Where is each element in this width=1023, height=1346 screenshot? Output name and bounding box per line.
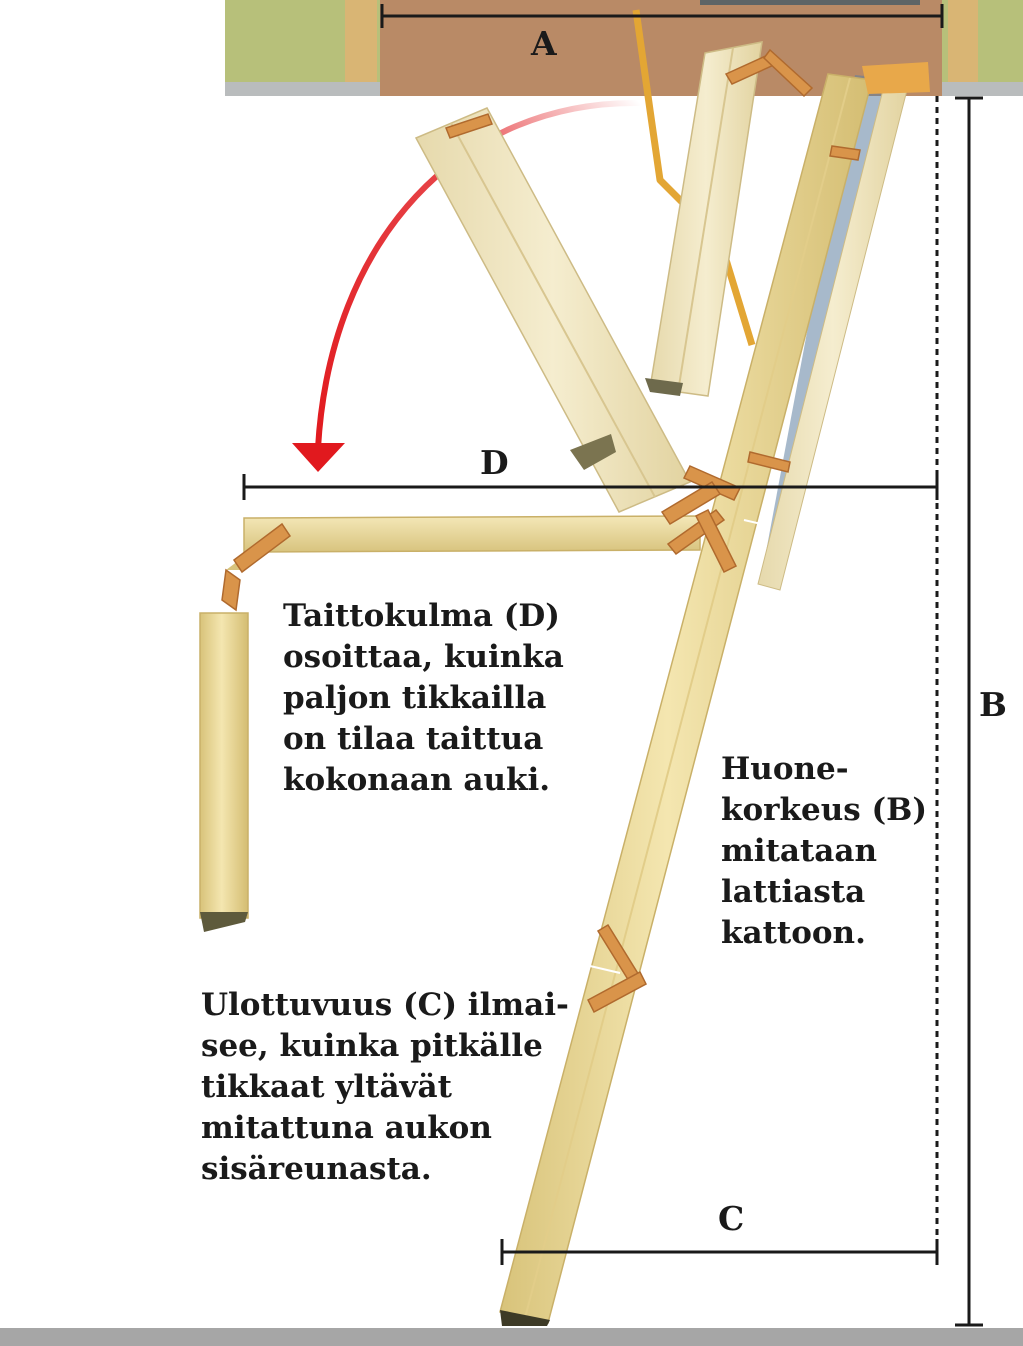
- text-line: sisäreunasta.: [201, 1151, 432, 1187]
- ceiling-joist: [948, 0, 978, 82]
- reach-text: [201, 985, 569, 1190]
- text-line: osoittaa, kuinka: [283, 639, 564, 675]
- label-a: A: [531, 24, 557, 63]
- text-line: mitataan: [721, 833, 878, 869]
- arrow-head-icon: [292, 443, 345, 472]
- text-line: mitattuna aukon: [201, 1110, 492, 1146]
- text-line: tikkaat yltävät: [201, 1069, 452, 1105]
- room-height-text: [721, 749, 927, 954]
- text-line: lattiasta: [721, 874, 866, 910]
- label-b: B: [979, 685, 1007, 724]
- top-bracket: [862, 62, 930, 94]
- hatch-lid-edge: [700, 0, 920, 5]
- text-line: kattoon.: [721, 915, 866, 951]
- fold-angle-text: [283, 596, 564, 801]
- floor: [0, 1328, 1023, 1346]
- label-c: C: [718, 1199, 745, 1238]
- text-line: on tilaa taittua: [283, 721, 544, 757]
- text-line: see, kuinka pitkälle: [201, 1028, 543, 1064]
- text-line: korkeus (B): [721, 792, 928, 828]
- label-d: D: [480, 443, 509, 482]
- text-line: kokonaan auki.: [283, 762, 551, 798]
- ceiling-joist: [345, 0, 377, 82]
- text-line: Taittokulma (D): [283, 598, 560, 634]
- text-line: Huone-: [721, 751, 849, 787]
- text-line: paljon tikkailla: [283, 680, 547, 716]
- text-line: Ulottuvuus (C) ilmai-: [201, 987, 569, 1023]
